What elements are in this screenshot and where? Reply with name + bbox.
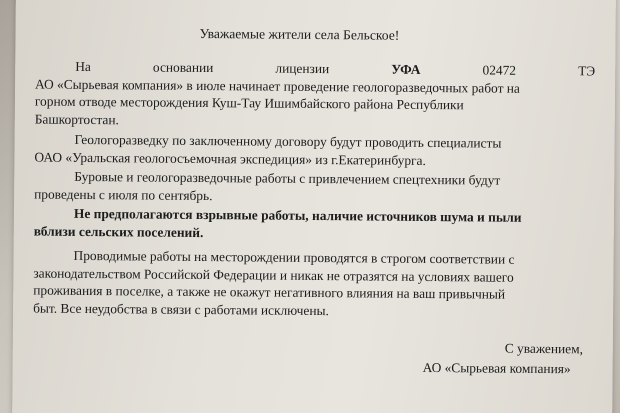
- paragraph-schedule: [34, 168, 594, 208]
- text-line: Не предполагаются взрывные работы, наличие источников шума и пыли: [73, 205, 522, 225]
- letter-title: Уважаемые жители села Бельское!: [199, 25, 400, 43]
- text-line: Башкортостан.: [34, 111, 119, 127]
- text-line: Буровые и геологоразведочные работы с привлечением спецтехники будут: [74, 168, 501, 188]
- paragraph-compliance: [33, 247, 594, 322]
- signature-company: АО «Сырьевая компания»: [422, 359, 571, 377]
- paragraph-license: [34, 58, 596, 133]
- license-number: 02472: [482, 62, 517, 78]
- paper-sheet: [12, 0, 616, 413]
- paragraph-contractor: [34, 131, 594, 171]
- license-series: УФА: [391, 61, 421, 77]
- license-word: основании: [152, 59, 214, 76]
- license-word: лицензии: [275, 60, 330, 77]
- paragraph-no-blasting: [33, 205, 594, 245]
- text-line: проведены с июля по сентябрь.: [34, 186, 213, 203]
- text-line: горном отводе месторождения Куш-Тау Ишимбайского района Республики: [34, 93, 464, 113]
- text-line: ОАО «Уральская геологосъемочная экспедиция» из г.Екатеринбурга.: [34, 149, 426, 168]
- text-line: Проводимые работы на месторождении проводятся в строгом соответствии с: [73, 247, 515, 267]
- text-line: проживания в поселке, а также не окажут негативного влияния на ваш привычный: [33, 282, 506, 302]
- license-word: На: [75, 58, 91, 75]
- text-line: законодательством Российской Федерации и никак не отразятся на условиях вашего: [33, 265, 514, 285]
- closing-phrase: С уважением,: [504, 340, 584, 357]
- license-type: ТЭ: [578, 63, 596, 79]
- text-line: АО «Сырьевая компания» в июле начинает проведение геологоразведочных работ на: [35, 76, 520, 96]
- text-line: Геологоразведку по заключенному договору будут проводить специалисты: [74, 131, 502, 151]
- text-line: быт. Все неудобства в связи с работами исключены.: [33, 300, 329, 318]
- text-line: вблизи сельских поселений.: [33, 223, 204, 240]
